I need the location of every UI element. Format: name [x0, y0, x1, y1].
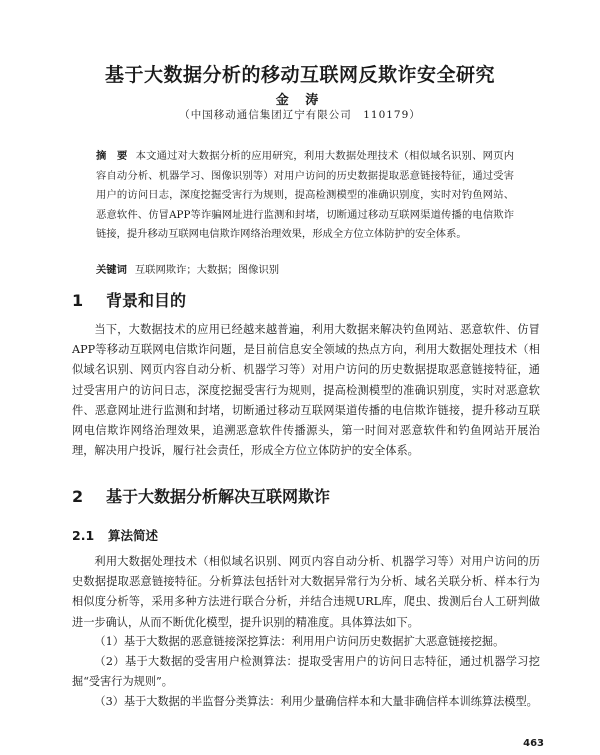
abstract-text: 本文通过对大数据分析的应用研究，利用大数据处理技术（相似域名识别、网页内容自动分析、机器学习、图像识别等）对用户访问的历史数据提取恶意链接特征，通过受害用户的访问日志，深度挖掘受害行为规则，提高检测模型的准确识别度，实时对钓鱼网站、恶意软件、仿冒APP等诈骗网址进行监测和封堵，切断通过移动互联网渠道传播的电信欺诈链接，提升移动互联网电信欺诈网络治理效果，形成全方位立体防护的安全体系。 [96, 150, 515, 240]
subsection-2-1-heading [72, 526, 158, 544]
abstract [96, 147, 514, 245]
algorithm-item-3: （3）基于大数据的半监督分类算法：利用少量确信样本和大量非确信样本训练算法模型。 [94, 695, 538, 708]
abstract-label: 摘 要 [96, 150, 128, 162]
subsection-2-1-title: 算法简述 [108, 528, 159, 543]
algorithm-item-1: （1）基于大数据的恶意链接深挖算法：利用用户访问历史数据扩大恶意链接挖掘。 [94, 635, 505, 648]
subsection-2-1-paragraph: 利用大数据处理技术（相似域名识别、网页内容自动分析、机器学习等）对用户访问的历史数据提取恶意链接特征。分析算法包括针对大数据异常行为分析、域名关联分析、样本行为相似度分析等，采用多种方法进行联合分析，并结合违规URL库，爬虫、拨测后台人工研判做进一步确认，从而不断优化模型，提升识别的精准度。具体算法如下。 [72, 555, 540, 629]
keywords-text: 互联网欺诈；大数据；图像识别 [134, 264, 280, 276]
page-number: 463 [523, 738, 544, 749]
algorithm-item-2: （2）基于大数据的受害用户检测算法：提取受害用户的访问日志特征，通过机器学习挖掘“受害行为规则”。 [72, 655, 540, 689]
section-2-heading [72, 484, 330, 507]
section-1-heading [72, 288, 186, 311]
keywords [96, 262, 514, 278]
section-2-title: 基于大数据分析解决互联网欺诈 [106, 487, 331, 506]
subsection-2-1-number: 2.1 [72, 528, 95, 543]
section-1-number: 1 [72, 291, 84, 310]
author-name: 金 涛 [275, 93, 325, 108]
paper-title: 基于大数据分析的移动互联网反欺诈安全研究 [104, 64, 495, 86]
section-1-title: 背景和目的 [106, 291, 187, 310]
section-2-number: 2 [72, 487, 84, 506]
section-1-paragraph: 当下，大数据技术的应用已经越来越普遍，利用大数据来解决钓鱼网站、恶意软件、仿冒APP等移动互联网电信欺诈问题，是目前信息安全领域的热点方向，利用大数据处理技术（相似域名识别、网页内容自动分析、机器学习等）对用户访问的历史数据提取恶意链接特征，通过受害用户的访问日志，深度挖掘受害行为规则，提高检测模型的准确识别度，实时对恶意软件、恶意网址进行监测和封堵，切断通过移动互联网渠道传播的电信欺诈链接，提升移动互联网电信欺诈网络治理效果，追溯恶意软件传播源头，第一时间对恶意软件和钓鱼网站开展治理，解决用户投诉，履行社会责任，形成全方位立体防护的安全体系。 [72, 323, 540, 458]
author-affiliation: （中国移动通信集团辽宁有限公司 110179） [179, 109, 421, 121]
keywords-label: 关键词 [96, 264, 127, 276]
